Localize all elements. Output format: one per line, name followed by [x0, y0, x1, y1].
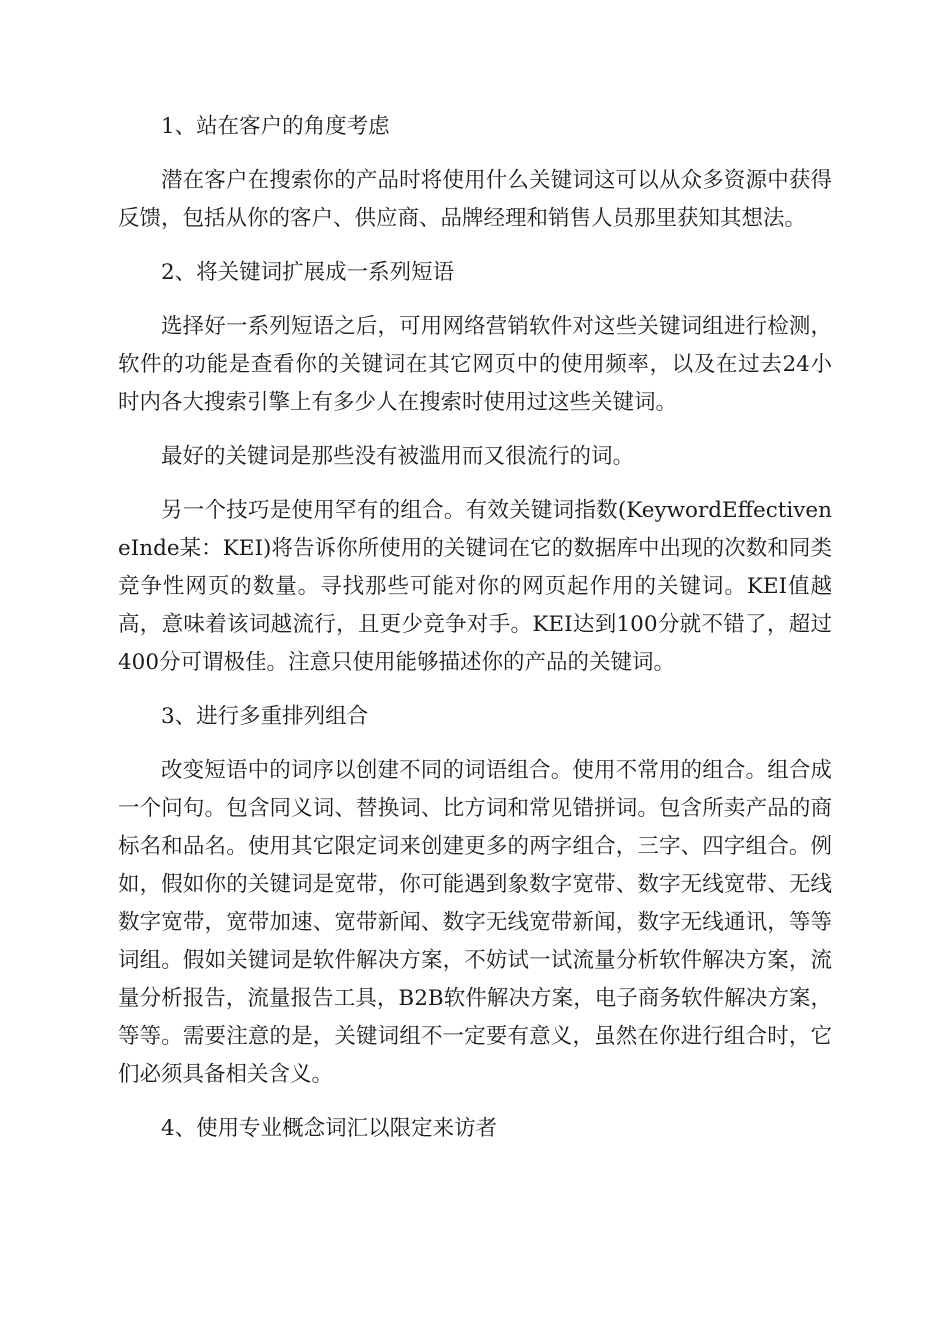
paragraph-combinations: 改变短语中的词序以创建不同的词语组合。使用不常用的组合。组合成一个问句。包含同义词、替换词、比方词和常见错拼词。包含所卖产品的商标名和品名。使用其它限定词来创建更多的两字组合，三字、四字组合。例如，假如你的关键词是宽带，你可能遇到象数字宽带、数字无线宽带、无线数字宽带，宽带加速、宽带新闻、数字无线宽带新闻，数字无线通讯，等等词组。假如关键词是软件解决方案，不妨试一试流量分析软件解决方案，流量分析报告，流量报告工具，B2B软件解决方案，电子商务软件解决方案，等等。需要注意的是，关键词组不一定要有意义，虽然在你进行组合时，它们必须具备相关含义。 — [118, 758, 832, 1087]
section-heading-4: 4、使用专业概念词汇以限定来访者 — [161, 1116, 498, 1141]
section-heading-1: 1、站在客户的角度考虑 — [161, 114, 390, 139]
section-heading-2: 2、将关键词扩展成一系列短语 — [161, 260, 455, 285]
paragraph-kei: 另一个技巧是使用罕有的组合。有效关键词指数(KeywordEffectiveneInde某：KEI)将告诉你所使用的关键词在它的数据库中出现的次数和同类竞争性网页的数量。寻找那些可能对你的网页起作用的关键词。KEI值越高，意味着该词越流行，且更少竞争对手。KEI达到100分就不错了，超过400分可谓极佳。注意只使用能够描述你的产品的关键词。 — [118, 498, 832, 675]
paragraph-customer-perspective: 潜在客户在搜索你的产品时将使用什么关键词这可以从众多资源中获得反馈，包括从你的客户、供应商、品牌经理和销售人员那里获知其想法。 — [118, 168, 832, 231]
paragraph-best-keywords: 最好的关键词是那些没有被滥用而又很流行的词。 — [161, 444, 635, 469]
paragraph-keyword-testing: 选择好一系列短语之后，可用网络营销软件对这些关键词组进行检测，软件的功能是查看你的关键词在其它网页中的使用频率，以及在过去24小时内各大搜索引擎上有多少人在搜索时使用过这些关键词。 — [118, 314, 832, 415]
section-heading-3: 3、进行多重排列组合 — [161, 704, 369, 729]
